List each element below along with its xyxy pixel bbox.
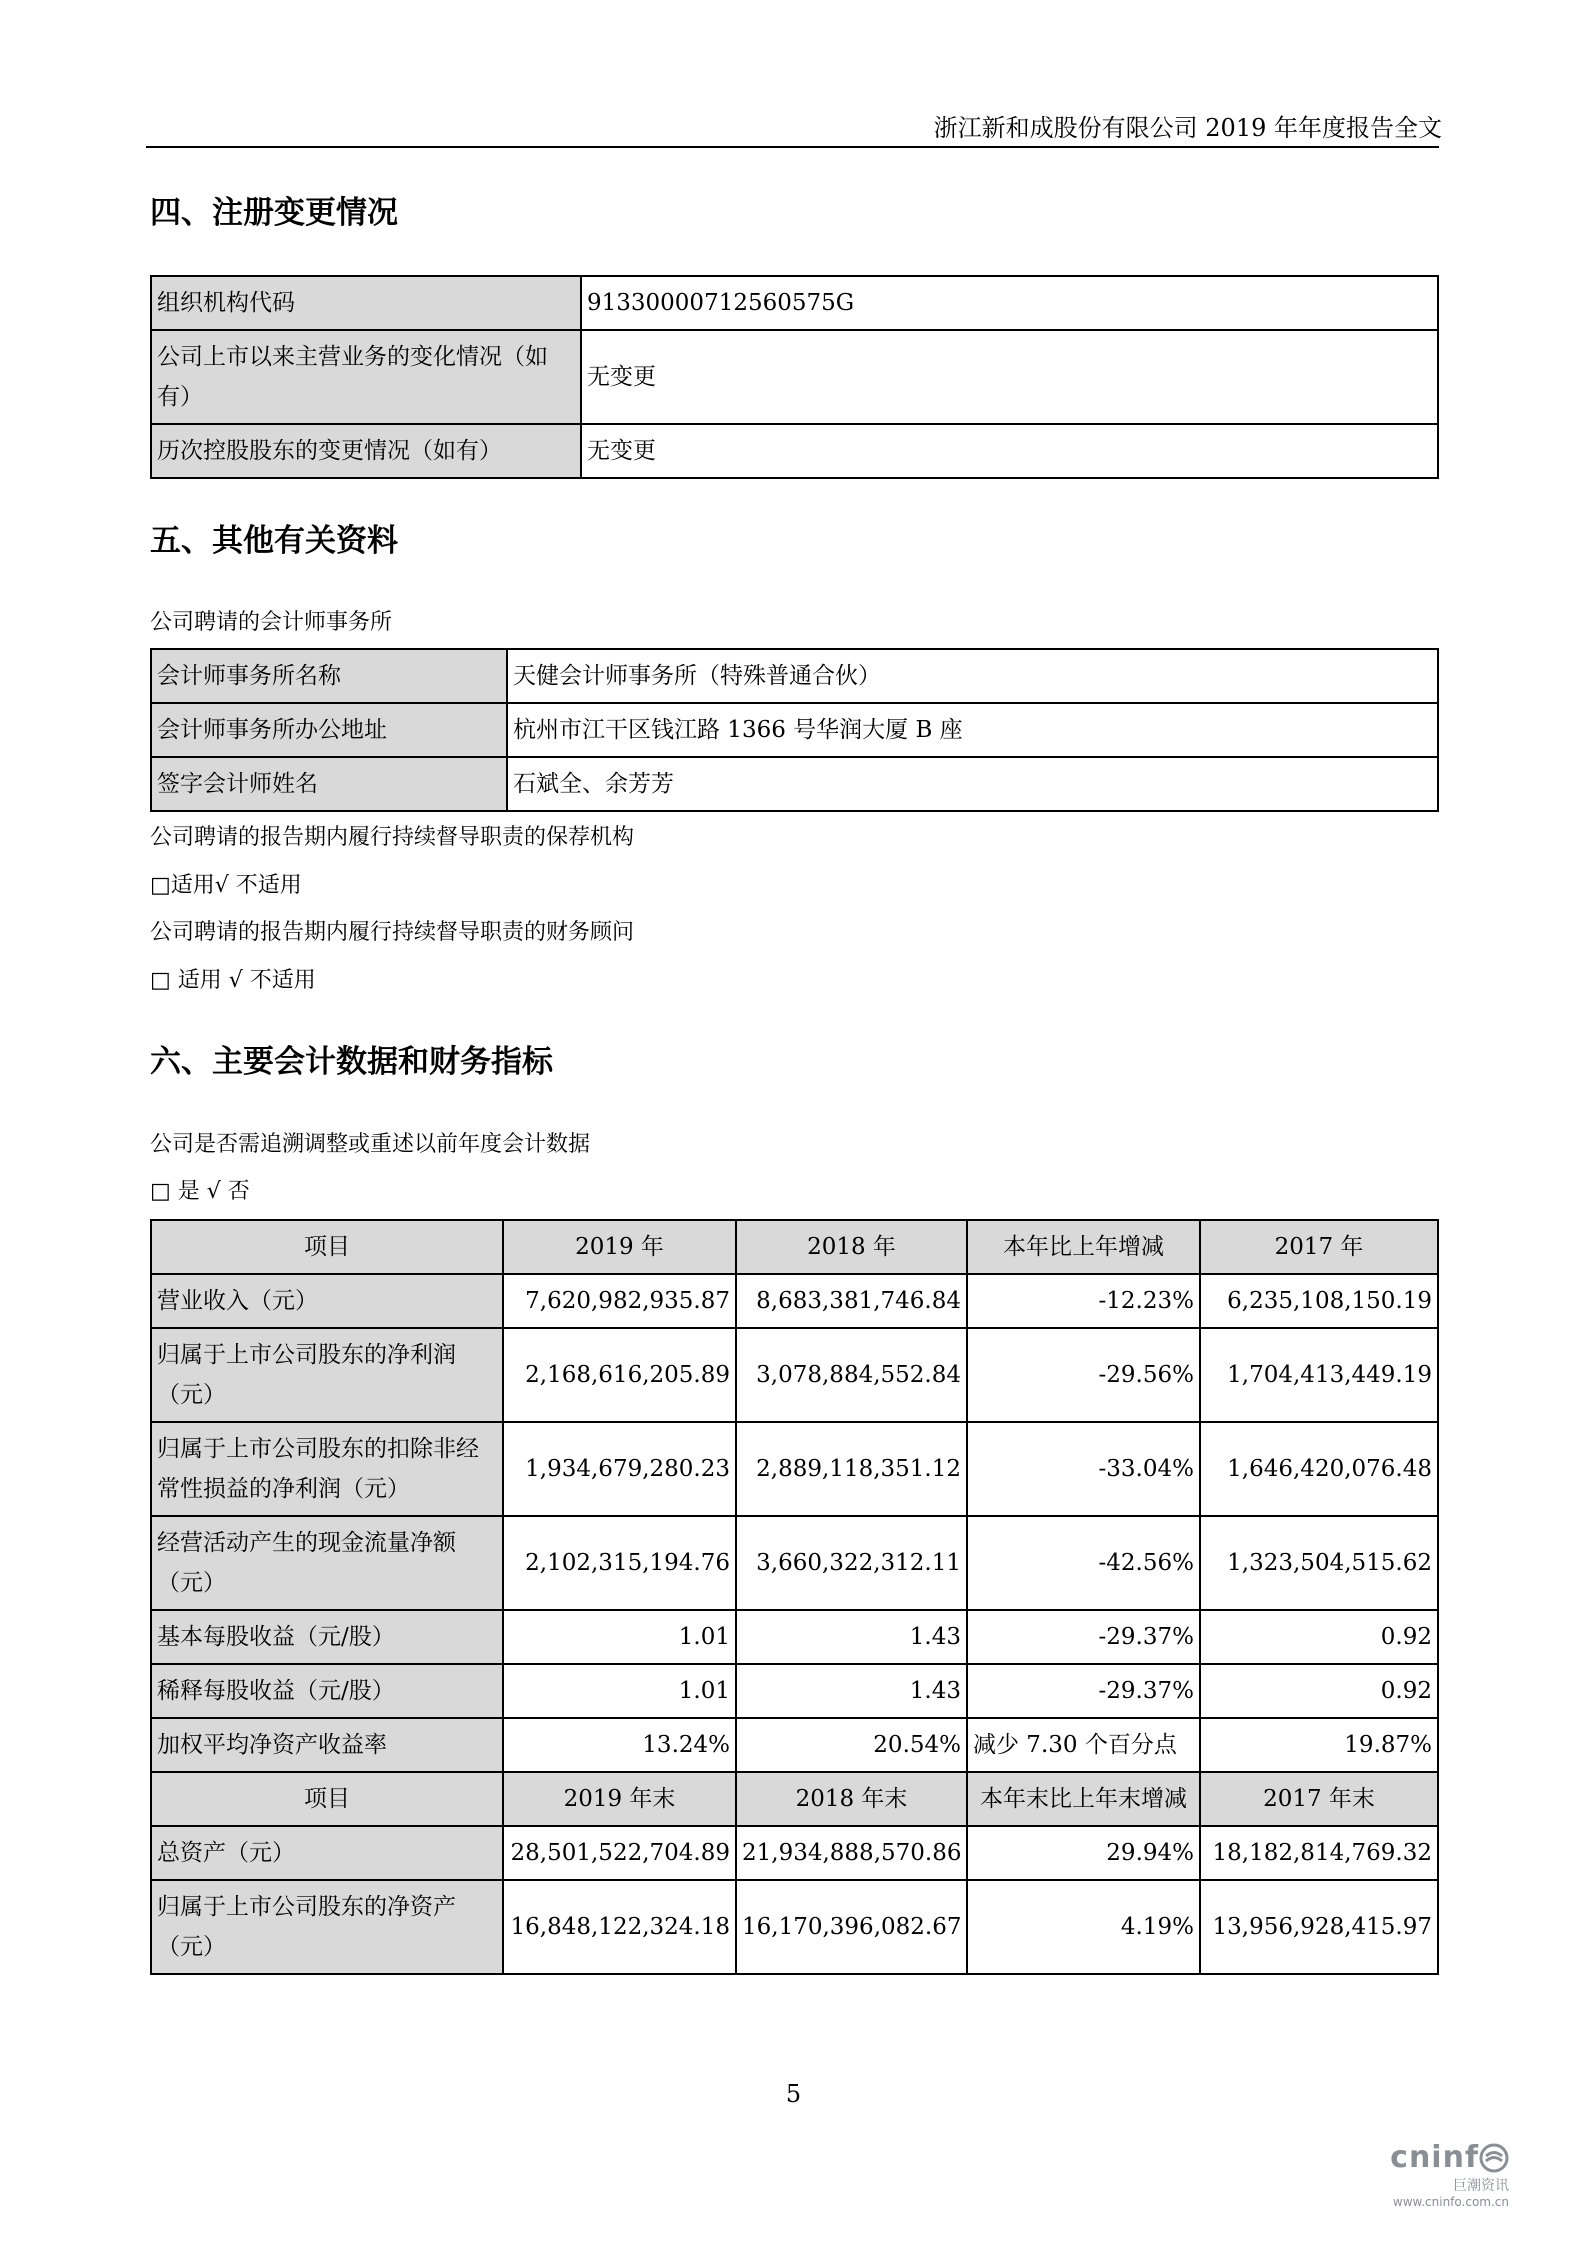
row-label: 基本每股收益（元/股） [151,1610,503,1664]
table-row [151,1274,1438,1328]
col-header-item: 项目 [151,1220,503,1274]
table-row [151,276,1438,330]
business-change-value: 无变更 [581,330,1438,424]
org-code-label: 组织机构代码 [151,276,581,330]
cell-2018: 21,934,888,570.86 [736,1826,967,1880]
logo-text: cninf [1390,2140,1479,2175]
col-header-2018: 2018 年 [736,1220,967,1274]
signing-accountant-value: 石斌全、余芳芳 [507,757,1438,811]
col-header-item: 项目 [151,1772,503,1826]
table-row [151,1610,1438,1664]
signing-accountant-label: 签字会计师姓名 [151,757,507,811]
cell-2019: 28,501,522,704.89 [503,1826,736,1880]
auditor-intro: 公司聘请的会计师事务所 [150,610,393,635]
financial-indicators-table [150,1219,1439,1975]
col-header-2017: 2017 年 [1200,1220,1438,1274]
advisor-option: □ 适用 √ 不适用 [150,968,316,993]
cell-2019: 1.01 [503,1610,736,1664]
section6-heading: 六、主要会计数据和财务指标 [150,1044,553,1080]
table-row [151,1328,1438,1422]
table-row [151,424,1438,478]
cell-2017: 19.87% [1200,1718,1438,1772]
cell-change: 减少 7.30 个百分点 [967,1718,1200,1772]
cell-2018: 1.43 [736,1664,967,1718]
cell-2019: 1,934,679,280.23 [503,1422,736,1516]
restatement-option: □ 是 √ 否 [150,1179,250,1204]
cell-2018: 3,660,322,312.11 [736,1516,967,1610]
controller-change-value: 无变更 [581,424,1438,478]
auditor-table [150,648,1439,812]
cell-2017: 13,956,928,415.97 [1200,1880,1438,1974]
table-header-row [151,1220,1438,1274]
col-header-2019: 2019 年 [503,1220,736,1274]
table-header-row [151,1772,1438,1826]
restatement-question: 公司是否需追溯调整或重述以前年度会计数据 [150,1132,591,1157]
cell-change: -33.04% [967,1422,1200,1516]
org-code-value: 91330000712560575G [581,276,1438,330]
cell-change: 4.19% [967,1880,1200,1974]
report-header-title: 浙江新和成股份有限公司 2019 年年度报告全文 [933,114,1442,142]
row-label: 总资产（元） [151,1826,503,1880]
cell-2018: 8,683,381,746.84 [736,1274,967,1328]
table-row [151,330,1438,424]
col-header-2017-end: 2017 年末 [1200,1772,1438,1826]
page-number: 5 [785,2080,802,2108]
auditor-address-value: 杭州市江干区钱江路 1366 号华润大厦 B 座 [507,703,1438,757]
advisor-title: 公司聘请的报告期内履行持续督导职责的财务顾问 [150,920,635,945]
cell-2017: 0.92 [1200,1610,1438,1664]
registration-change-table [150,275,1439,479]
cell-change: -29.37% [967,1664,1200,1718]
table-row [151,1880,1438,1974]
cell-2017: 18,182,814,769.32 [1200,1826,1438,1880]
cell-2017: 1,704,413,449.19 [1200,1328,1438,1422]
cell-2018: 2,889,118,351.12 [736,1422,967,1516]
col-header-2019-end: 2019 年末 [503,1772,736,1826]
sponsor-option: □适用√ 不适用 [150,873,302,898]
row-label: 稀释每股收益（元/股） [151,1664,503,1718]
row-label: 营业收入（元） [151,1274,503,1328]
cell-2019: 7,620,982,935.87 [503,1274,736,1328]
cninfo-logo [1359,2140,1509,2220]
row-label: 加权平均净资产收益率 [151,1718,503,1772]
table-row [151,703,1438,757]
cell-2018: 3,078,884,552.84 [736,1328,967,1422]
cell-2018: 20.54% [736,1718,967,1772]
cell-2017: 0.92 [1200,1664,1438,1718]
auditor-name-label: 会计师事务所名称 [151,649,507,703]
cell-2019: 2,102,315,194.76 [503,1516,736,1610]
section5-heading: 五、其他有关资料 [150,523,398,559]
row-label: 归属于上市公司股东的净资产（元） [151,1880,503,1974]
col-header-2018-end: 2018 年末 [736,1772,967,1826]
logo-subtitle: 巨潮资讯 [1453,2178,1509,2194]
col-header-change-end: 本年末比上年末增减 [967,1772,1200,1826]
auditor-name-value: 天健会计师事务所（特殊普通合伙） [507,649,1438,703]
cell-2019: 16,848,122,324.18 [503,1880,736,1974]
cell-2017: 1,646,420,076.48 [1200,1422,1438,1516]
auditor-address-label: 会计师事务所办公地址 [151,703,507,757]
table-row [151,757,1438,811]
cell-change: 29.94% [967,1826,1200,1880]
business-change-label: 公司上市以来主营业务的变化情况（如有） [151,330,581,424]
header-divider [146,146,1439,148]
table-row [151,649,1438,703]
logo-url: www.cninfo.com.cn [1392,2195,1509,2209]
table-row [151,1516,1438,1610]
table-row [151,1718,1438,1772]
table-row [151,1664,1438,1718]
cell-change: -29.37% [967,1610,1200,1664]
cell-2019: 13.24% [503,1718,736,1772]
cell-2018: 16,170,396,082.67 [736,1880,967,1974]
row-label: 经营活动产生的现金流量净额（元） [151,1516,503,1610]
cell-2018: 1.43 [736,1610,967,1664]
cell-change: -12.23% [967,1274,1200,1328]
cell-change: -42.56% [967,1516,1200,1610]
section4-heading: 四、注册变更情况 [150,195,398,231]
sponsor-title: 公司聘请的报告期内履行持续督导职责的保荐机构 [150,825,635,850]
table-row [151,1826,1438,1880]
table-row [151,1422,1438,1516]
cell-2017: 6,235,108,150.19 [1200,1274,1438,1328]
logo-mark-icon [1479,2143,1509,2173]
cell-2019: 1.01 [503,1664,736,1718]
controller-change-label: 历次控股股东的变更情况（如有） [151,424,581,478]
row-label: 归属于上市公司股东的扣除非经常性损益的净利润（元） [151,1422,503,1516]
cell-change: -29.56% [967,1328,1200,1422]
cell-2017: 1,323,504,515.62 [1200,1516,1438,1610]
cell-2019: 2,168,616,205.89 [503,1328,736,1422]
row-label: 归属于上市公司股东的净利润（元） [151,1328,503,1422]
col-header-change: 本年比上年增减 [967,1220,1200,1274]
